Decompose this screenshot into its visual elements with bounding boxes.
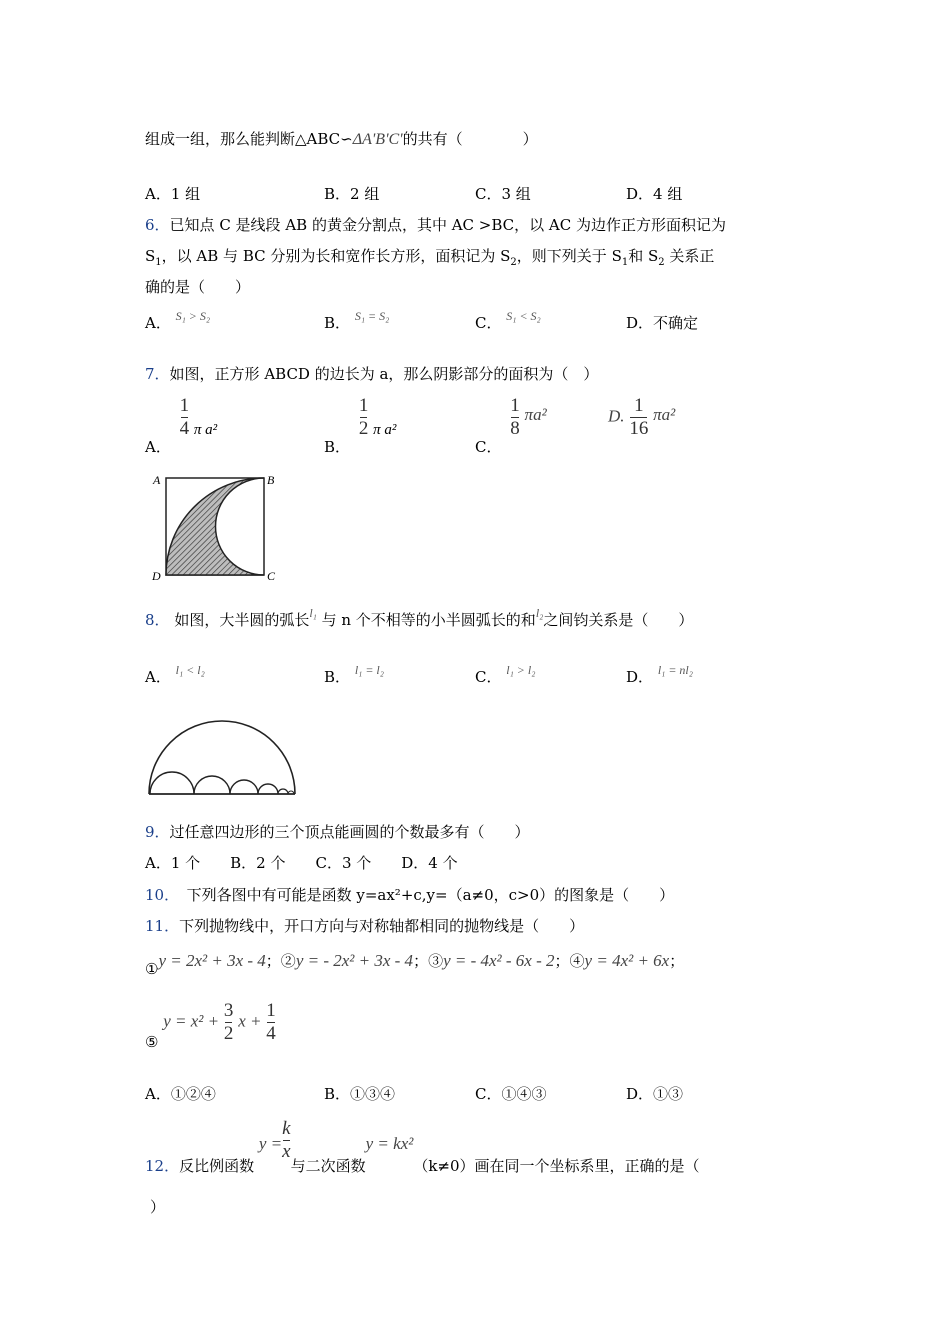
q11-item4-mark: ；④: [554, 952, 585, 970]
q11-item5-mark: ⑤: [145, 1032, 159, 1051]
q6-option-c: [475, 309, 541, 333]
q11-items: [145, 950, 685, 978]
q6-option-a-label: A．: [145, 314, 171, 332]
q11-item4-eq: y = 4x² + 6x: [584, 951, 670, 970]
q8-option-d: [626, 663, 693, 687]
q6-line2-text-d: 和 S: [628, 247, 659, 265]
q8-option-a-label: A．: [145, 668, 171, 686]
q7-label-d: D: [152, 569, 161, 583]
q6-option-c-math: S₁ < S₂: [506, 309, 541, 323]
q6-line2: $S_1$，以 AB 与 BC 分别为长和宽作长方形，面积记为 $S_2$，则下列关于 $S_1$和 $S_2$ 关系正: [145, 247, 715, 268]
q8-option-c-math: l₁ > l₂: [506, 663, 536, 677]
q5-end-text: 的共有（ ）: [402, 130, 538, 148]
q6-line3: 确的是（ ）: [145, 278, 251, 296]
q9-stem: [145, 821, 530, 842]
q6-option-b: [324, 309, 390, 333]
q12-k-over-x: $\frac{k}{x}$: [282, 1118, 291, 1162]
q7-option-c-fraction: $\frac{1}{8}$: [510, 395, 520, 439]
q8-option-a-math: l₁ < l₂: [175, 663, 205, 677]
q11-item5: [145, 1000, 276, 1051]
q6-s-symbol: S: [145, 247, 156, 265]
q8-l1: l₁: [309, 606, 317, 620]
q12-number: 12．: [145, 1156, 180, 1175]
q6-option-b-math: S₁ = S₂: [354, 309, 390, 323]
q6-option-c-label: C．: [475, 314, 502, 332]
q8-semicircles-figure: [146, 716, 298, 798]
q5-similar-triangle: ΔA'B'C': [352, 131, 403, 148]
q8-option-a: [145, 663, 205, 687]
q7-option-a: [145, 395, 218, 456]
q10-stem: [145, 884, 674, 905]
q7-option-a-fraction: $\frac{1}{4}$: [179, 395, 190, 439]
q7-stem: [145, 363, 598, 384]
q5-stem: [145, 128, 538, 149]
q9-number: 9．: [145, 823, 170, 841]
q8-option-c-label: C．: [475, 668, 502, 686]
q8-l2: l₂: [535, 606, 544, 620]
q12-close-paren: ）: [150, 1198, 166, 1216]
q11-item3-mark: ；③: [413, 952, 444, 970]
q7-option-c: [475, 395, 547, 456]
q11-number: 11．: [145, 917, 180, 935]
q8-option-c: [475, 663, 536, 687]
q5-tail-text: 组成一组，那么能判断△ABC∽: [145, 130, 353, 148]
q8-number: 8．: [145, 611, 170, 629]
q7-label-c: C: [267, 569, 276, 583]
q11-item5-eq-b: x +: [238, 1011, 262, 1031]
q8-option-b-label: B．: [324, 668, 351, 686]
q11-option-b: B．①③④: [324, 1085, 396, 1103]
q5-option-b: B．2 组: [324, 185, 380, 203]
q9-options: A．1 个 B．2 个 C．3 个 D．4 个: [145, 854, 458, 872]
q11-items-end: ；: [669, 952, 685, 970]
q7-square-figure: [148, 468, 283, 588]
q6-option-a: [145, 309, 211, 333]
q7-option-b: [324, 395, 397, 456]
q12-text-b: 与二次函数: [290, 1156, 366, 1175]
q11-item3-eq: y = - 4x² - 6x - 2: [443, 951, 555, 970]
q7-option-d-fraction: $\frac{1}{16}$: [629, 395, 649, 439]
q7-option-b-fraction: $\frac{1}{2}$: [358, 395, 369, 439]
q12-text-a: 反比例函数: [179, 1156, 255, 1175]
q7-number: 7．: [145, 365, 170, 383]
q5-option-d: D．4 组: [626, 185, 683, 203]
q11-item1-eq: y = 2x² + 3x - 4: [158, 951, 266, 970]
q8-text-b: 与 n 个不相等的小半圆弧长的和: [316, 611, 536, 629]
q11-item2-eq: y = - 2x² + 3x - 4: [295, 951, 414, 970]
q7-label-a: A: [153, 473, 161, 487]
q11-text: 下列抛物线中，开口方向与对称轴都相同的抛物线是（ ）: [179, 917, 585, 935]
q10-text: 下列各图中有可能是函数 y=ax²+c,y=（a≠0，c>0）的图象是（ ）: [171, 886, 675, 904]
q8-stem: [145, 606, 694, 630]
q7-option-a-label: A．: [145, 437, 171, 456]
q8-text-c: 之间钧关系是（ ）: [543, 611, 694, 629]
q11-item1-mark: ①: [145, 960, 159, 978]
q12-stem: [145, 1110, 700, 1175]
q11-option-c: C．①④③: [475, 1085, 547, 1103]
q5-option-a: A．1 组: [145, 185, 201, 203]
q12-quadratic: y = kx²: [365, 1133, 414, 1153]
q7-label-b: B: [267, 473, 275, 487]
q7-option-c-pi: πa²: [524, 404, 547, 424]
q11-item5-frac1: $\frac{3}{2}$: [223, 1000, 234, 1044]
q7-option-c-label: C．: [475, 437, 502, 456]
q8-text-a: 如图，大半圆的弧长: [169, 611, 310, 629]
q12-text-c: （k≠0）画在同一个坐标系里，正确的是（: [413, 1156, 700, 1175]
q6-line2-text-c: ，则下列关于 S: [516, 247, 622, 265]
q7-option-d: [608, 395, 675, 440]
q8-option-b-math: l₁ = l₂: [354, 663, 384, 677]
q8-option-b: [324, 663, 384, 687]
q7-option-b-pi: π a²: [373, 421, 397, 438]
q9-text: 过任意四边形的三个顶点能画圆的个数最多有（ ）: [169, 823, 530, 841]
q6-option-b-label: B．: [324, 314, 351, 332]
q8-option-d-math: l₁ = nl₂: [657, 663, 693, 677]
q7-text: 如图，正方形 ABCD 的边长为 a，那么阴影部分的面积为（ ）: [169, 365, 599, 383]
q11-option-d: D．①③: [626, 1085, 684, 1103]
q6-line1: [145, 214, 726, 235]
q7-option-a-pi: π a²: [193, 421, 218, 438]
q7-option-b-label: B．: [324, 437, 351, 456]
q6-line2-text: ，以 AB 与 BC 分别为长和宽作长方形，面积记为 S: [161, 247, 511, 265]
q6-line2-text-e: 关系正: [664, 247, 715, 265]
q6-option-d: D．不确定: [626, 314, 699, 332]
q12-y-eq: y =: [258, 1133, 283, 1153]
q5-option-c: C．3 组: [475, 185, 531, 203]
q11-stem: [145, 915, 584, 936]
q11-item2-mark: ；②: [265, 952, 296, 970]
q6-option-a-math: S₁ > S₂: [175, 309, 211, 323]
q10-number: 10．: [145, 886, 172, 904]
q8-option-d-label: D．: [626, 668, 654, 686]
q6-number: 6．: [145, 216, 170, 234]
q11-item5-eq-a: y = x² +: [163, 1011, 220, 1031]
q7-option-d-pi: πa²: [653, 404, 676, 424]
q7-option-d-label: D.: [608, 406, 625, 426]
q6-line1-text: 已知点 C 是线段 AB 的黄金分割点，其中 AC >BC，以 AC 为边作正方形面积记为: [169, 216, 726, 234]
q11-item5-frac2: $\frac{1}{4}$: [266, 1000, 276, 1044]
q11-option-a: A．①②④: [145, 1085, 216, 1103]
